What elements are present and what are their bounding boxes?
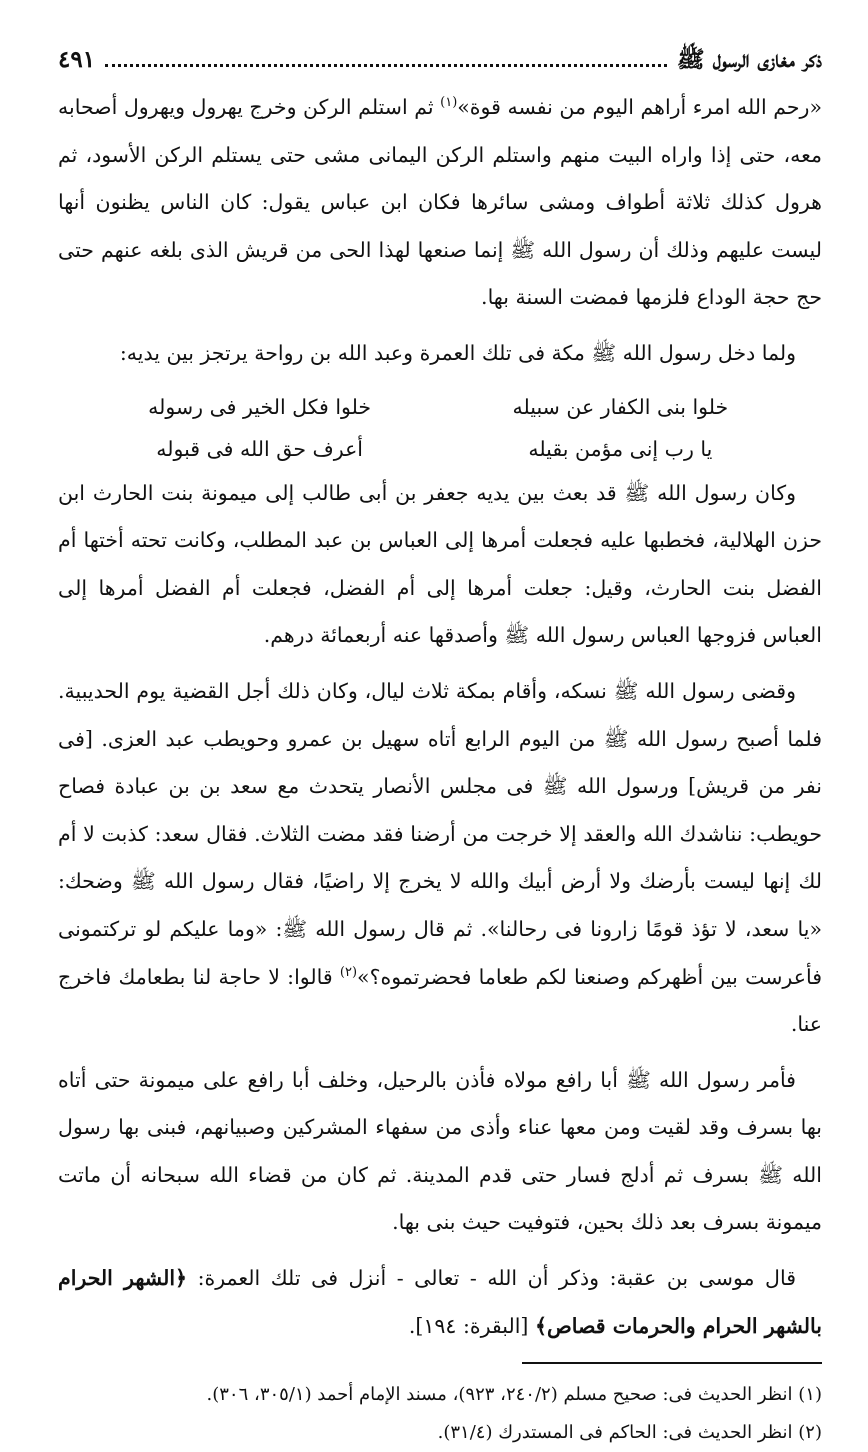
paragraph-4-text-a: وقضى رسول الله ﷺ نسكه، وأقام بمكة ثلاث ليال، وكان ذلك أجل القضية يوم الحديبية. فلما أصبح رسول الله ﷺ من اليوم الرابع أتاه سهيل بن عمرو وحويطب عبد العزى. [فى نفر من قريش] ورسول الله ﷺ فى مجلس الأنصار يتحدث مع سعد بن بن عبادة فصاح حويطب: نناشدك الله والعقد إلا خرجت من أرضنا فقد مضت الثلاث. فقال سعد: كذبت لا أم لك إنها ليست بأرضك ولا أرض أبيك والله لا يخرج إلا راضيًا، فقال رسول الله ﷺ وضحك: «يا سعد، لا تؤذ قومًا زارونا فى رحالنا». ثم قال رسول الله ﷺ: «وما عليكم لو تركتمونى فأعرست بين أظهركم وصنعنا لكم طعاما فحضرتموه؟»: [58, 678, 822, 989]
footnotes: [58, 1376, 822, 1452]
paragraph-5: فأمر رسول الله ﷺ أبا رافع مولاه فأذن بالرحيل، وخلف أبا رافع على ميمونة حتى أتاه بها بسرف وقد لقيت ومن معها عناء وأذى من سفهاء المشركين وصبيانهم، فبنى بها رسول الله ﷺ بسرف ثم أدلج فسار حتى قدم المدينة. ثم كان من قضاء الله سبحانه أن ماتت ميمونة بسرف بعد ذلك بحين، فتوفيت حيث بنى بها.: [58, 1067, 822, 1235]
paragraph-6: [58, 1255, 822, 1350]
header-dot-leader: [105, 64, 667, 67]
paragraph-4: [58, 668, 822, 1049]
footnote-ref-2[interactable]: (٢): [339, 964, 358, 980]
running-header: [58, 40, 822, 80]
paragraph-2: ولما دخل رسول الله ﷺ مكة فى تلك العمرة وعبد الله بن رواحة يرتجز بين يديه:: [119, 340, 796, 365]
paragraph-6-text-b: [البقرة: ١٩٤].: [408, 1313, 535, 1338]
page-body: [58, 84, 822, 1350]
poem-hemistich-right: خلوا بنى الكفار عن سبيله: [512, 394, 729, 419]
footnote-ref-1[interactable]: (١): [440, 95, 458, 111]
paragraph-1-text-b: ثم استلم الركن وخرج يهرول ويهرول أصحابه معه، حتى إذا واراه البيت منهم واستلم الركن اليمانى مشى حتى يستلم الركن الأسود، ثم هرول كذلك ثلاثة أطواف ومشى سائرها فكان ابن عباس يقول: كان الناس يظنون أنها ليست عليهم وذلك أن رسول الله ﷺ إنما صنعها لهذا الحى من قريش الذى بلغه عنهم حتى حج حجة الوداع فلزمها فمضت السنة بها.: [58, 95, 822, 310]
poem-line: [106, 428, 774, 470]
poem-hemistich-left: أعرف حق الله فى قبوله: [156, 436, 363, 461]
paragraph-6-text-a: قال موسى بن عقبة: وذكر أن الله - تعالى - أنزل فى تلك العمرة:: [187, 1266, 796, 1291]
page-number: ٤٩١: [58, 46, 96, 73]
paragraph-3: وكان رسول الله ﷺ قد بعث بين يديه جعفر بن أبى طالب إلى ميمونة بنت الحارث ابن حزن الهلالية، فخطبها عليه فجعلت أمرها إلى العباس بن عبد المطلب، وكانت تحته أختها أم الفضل بنت الحارث، وقيل: جعلت أمرها إلى أم الفضل، فجعلت أم الفضل أمرها إلى العباس فزوجها العباس رسول الله ﷺ وأصدقها عنه أربعمائة درهم.: [58, 480, 822, 648]
paragraph-4-text-b: قالوا: لا حاجة لنا بطعامك فاخرج عنا.: [58, 964, 822, 1037]
footnote-1: (١) انظر الحديث فى: صحيح مسلم (٢٤٠/٢، ٩٢٣)، مسند الإمام أحمد (٣٠٥/١، ٣٠٦).: [206, 1384, 822, 1406]
paragraph-1: [58, 84, 822, 322]
poem-line: [106, 386, 774, 428]
quran-verse: ﴿الشهر الحرام بالشهر الحرام والحرمات قصاص﴾: [58, 1266, 822, 1338]
footnote-2: (٢) انظر الحديث فى: الحاكم فى المستدرك (٣١/٤).: [437, 1422, 822, 1444]
poem-hemistich-left: خلوا فكل الخير فى رسوله: [148, 394, 372, 419]
footnote-separator: [522, 1362, 822, 1364]
chapter-title: ذكر مغازى الرسول ﷺ: [676, 46, 822, 73]
paragraph-1-text-a: «رحم الله امرء أراهم اليوم من نفسه قوة»: [457, 95, 822, 119]
poem: [106, 386, 774, 470]
poem-hemistich-right: يا رب إنى مؤمن بقيله: [528, 436, 713, 461]
